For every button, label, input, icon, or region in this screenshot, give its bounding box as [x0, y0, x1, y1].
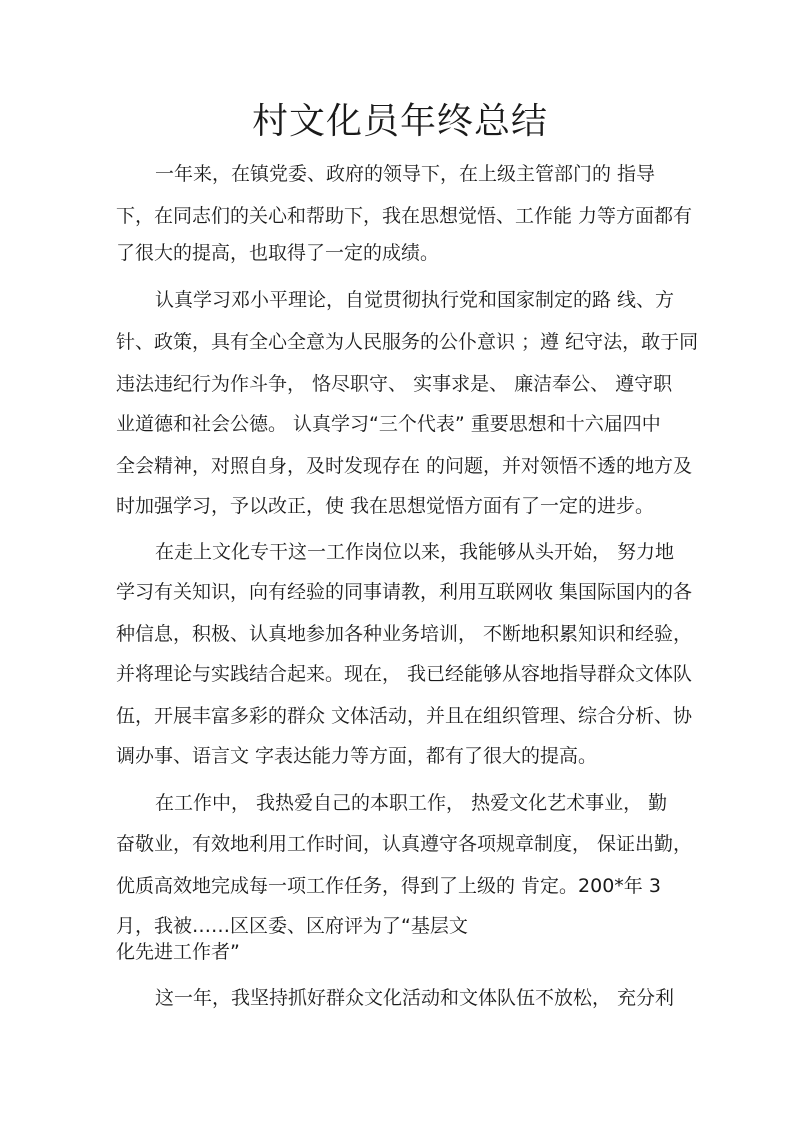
- text-line: 一年来，在镇党委、政府的领导下，在上级主管部门的 指导: [155, 163, 656, 185]
- document-title: 村文化员年终总结: [251, 101, 548, 142]
- text-line: 在走上文化专干这一工作岗位以来，我能够从头开始， 努力地: [155, 541, 675, 563]
- text-line: 业道德和社会公德。 认真学习“三个代表” 重要思想和十六届四中: [116, 413, 661, 435]
- text-line: 种信息，积极、认真地参加各种业务培训， 不断地积累知识和经验，: [116, 623, 693, 645]
- text-line: 并将理论与实践结合起来。现在， 我已经能够从容地指导群众文体队: [116, 663, 693, 685]
- text-line: 在工作中， 我热爱自己的本职工作， 热爱文化艺术事业， 勤: [155, 792, 668, 814]
- text-line: 下，在同志们的关心和帮助下，我在思想觉悟、工作能 力等方面都有: [116, 205, 693, 227]
- text-line: 月，我被……区区委、区府评为了“基层文: [116, 915, 468, 937]
- text-line: 针、政策，具有全心全意为人民服务的公仆意识 ；遵 纪守法，敢于同: [116, 331, 699, 353]
- text-line: 伍，开展丰富多彩的群众 文体活动，并且在组织管理、综合分析、协: [116, 705, 693, 727]
- text-line: 这一年，我坚持抓好群众文化活动和文体队伍不放松， 充分利: [155, 987, 675, 1009]
- text-line: 优质高效地完成每一项工作任务，得到了上级的 肯定。200*年 3: [116, 875, 661, 897]
- text-line: 认真学习邓小平理论，自觉贯彻执行党和国家制定的路 线、方: [155, 289, 675, 311]
- text-line: 奋敬业，有效地利用工作时间，认真遵守各项规章制度， 保证出勤，: [116, 833, 693, 855]
- text-line: 时加强学习，予以改正，使 我在思想觉悟方面有了一定的进步。: [116, 495, 655, 517]
- text-line: 化先进工作者”: [116, 941, 240, 963]
- text-line: 学习有关知识，向有经验的同事请教，利用互联网收 集国际国内的各: [116, 581, 693, 603]
- text-line: 了很大的提高，也取得了一定的成绩。: [116, 242, 440, 264]
- text-line: 全会精神，对照自身，及时发现存在 的问题，并对领悟不透的地方及: [116, 455, 693, 477]
- text-line: 调办事、语言文 字表达能力等方面，都有了很大的提高。: [116, 745, 598, 767]
- text-line: 违法违纪行为作斗争， 恪尽职守、 实事求是、 廉洁奉公、 遵守职: [116, 373, 673, 395]
